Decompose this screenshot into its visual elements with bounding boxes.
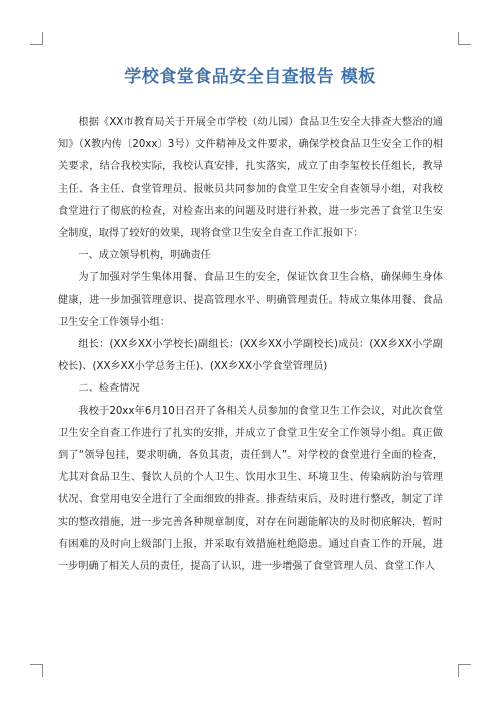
section-heading-2: 二、检查情况 <box>78 383 140 395</box>
document-body <box>58 112 443 578</box>
section-2-paragraph: 我校于20xx年6月10日召开了各相关人员参加的食堂卫生工作会议，对此次食堂卫生安全自查工作进行了扎实的安排，并成立了食堂卫生安全工作领导小组。真正做到了“领导包挂，要求明确，各负其责，责任到人”。对学校的食堂进行全面的检查，尤其对食品卫生、餐饮人员的个人卫生、饮用水卫生、环境卫生、传染病防治与管理状况、食堂用电安全进行了全面细致的排查。排查结束后，及时进行整改，制定了详实的整改措施，进一步完善各种规章制度，对存在问题能解决的及时彻底解决，暂时有困难的及时向上级部门上报，并采取有效措施杜绝隐患。通过自查工作的开展，进一步明确了相关人员的责任，提高了认识，进一步增强了食堂管理人员、食堂工作人 <box>58 405 443 573</box>
crop-mark-bottom-left <box>30 664 43 677</box>
crop-mark-bottom-right <box>458 664 471 677</box>
document-title: 学校食堂食品安全自查报告 模板 <box>124 67 376 87</box>
intro-paragraph: 根据《XX市教育局关于开展全市学校（幼儿园）食品卫生安全大排查大整治的通知》（X教内传〔20xx〕3号）文件精神及文件要求，确保学校食品卫生安全工作的相关要求，结合我校实际，我校认真安排，扎实落实，成立了由李玺校长任组长，教导主任、各主任、食堂管理员、报帐员共同参加的食堂卫生安全自查领导小组，对我校食堂进行了彻底的检查，对检查出来的问题及时进行补救，进一步完善了食堂卫生安全制度，取得了较好的效果，现将食堂卫生安全自查工作汇报如下： <box>58 117 443 240</box>
section-heading-1: 一、成立领导机构，明确责任 <box>78 250 211 262</box>
section-1-paragraph: 为了加强对学生集体用餐、食品卫生的安全，保证饮食卫生合格，确保师生身体健康，进一步加强管理意识、提高管理水平、明确管理责任。特成立集体用餐、食品卫生安全工作领导小组： <box>58 272 443 328</box>
crop-mark-top-right <box>458 32 471 45</box>
leadership-group-paragraph: 组长：(XX乡XX小学校长)副组长：(XX乡XX小学副校长)成员：(XX乡XX小学副校长)、(XX乡XX小学总务主任)、(XX乡XX小学食堂管理员) <box>58 339 443 373</box>
crop-mark-top-left <box>30 32 43 45</box>
